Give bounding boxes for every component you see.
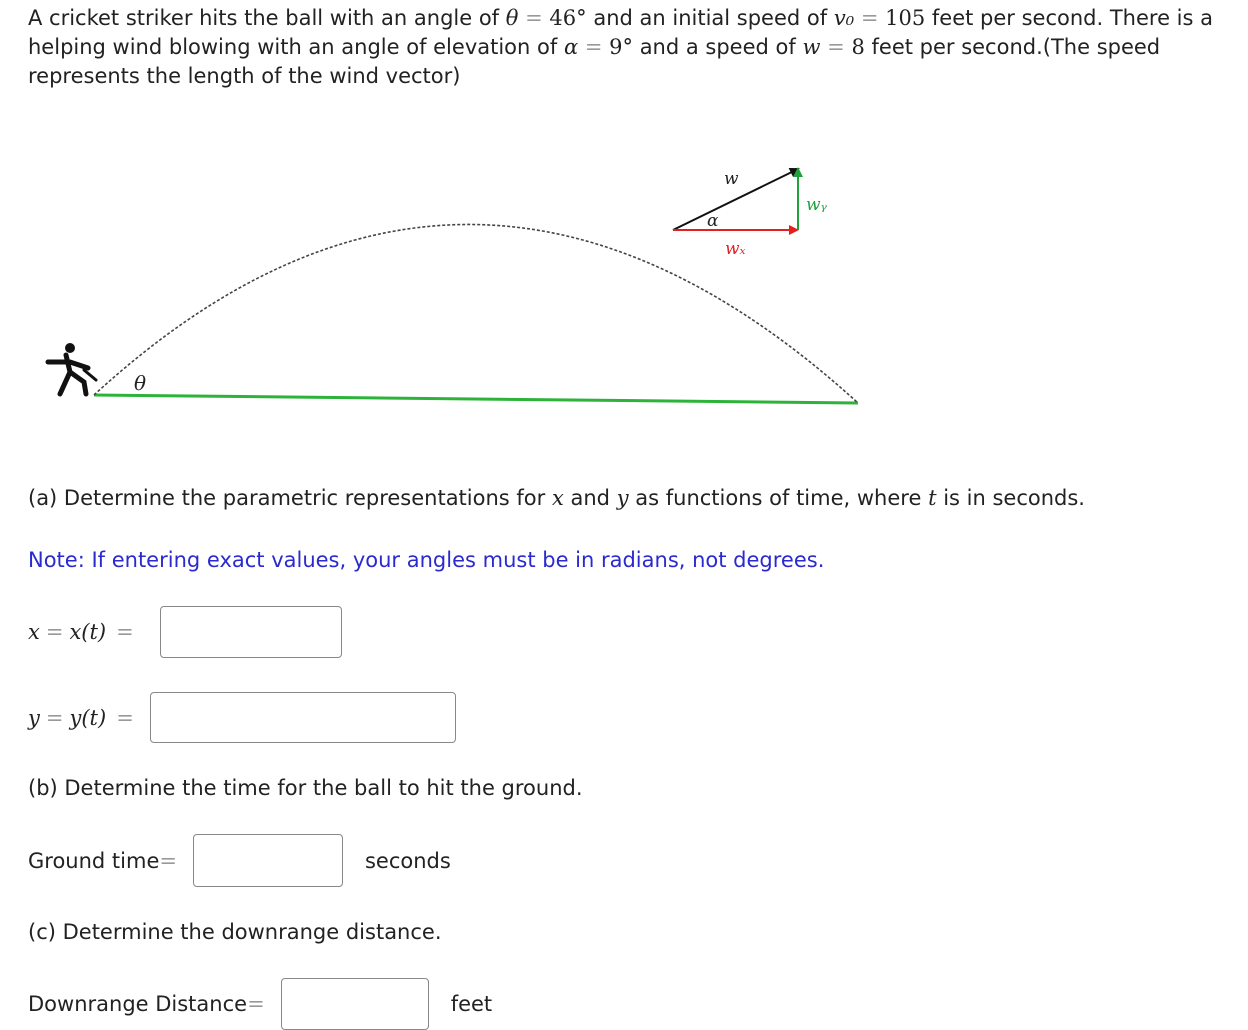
equals-sign: = [860,6,879,30]
part-a-text-2: as functions of time, where [635,486,922,510]
alpha-symbol: α [563,35,579,59]
problem-statement [28,4,1228,91]
alpha-value: 9° [609,35,633,59]
wind-vector-diagram [673,169,828,259]
v0-value: 105 [885,6,926,30]
downrange-row [28,978,492,1030]
x-eq-function: x(t) [69,620,107,644]
y-eq-lhs: y [28,705,40,730]
alpha-label: α [707,211,719,231]
w-label: w [724,169,739,189]
problem-text-1: A cricket striker hits the ball with an angle of [28,6,500,30]
t-symbol: t [928,486,937,510]
v0-symbol: v₀ [833,6,855,30]
x-eq-lhs: x [28,620,40,644]
ground-line [94,395,858,403]
y-symbol: y [616,486,629,510]
y-of-t-input[interactable] [150,692,456,743]
part-c-question: (c) Determine the downrange distance. [28,920,442,944]
downrange-input[interactable] [281,978,429,1030]
part-a-text-3: is in seconds. [943,486,1085,510]
theta-value: 46° [549,6,587,30]
downrange-label: Downrange Distance [28,992,248,1016]
x-eq-equals-2: = [116,620,134,644]
w-value: 8 [851,35,865,59]
x-eq-equals-1: = [45,620,64,644]
equals-sign: = [525,6,543,30]
y-eq-equals-1: = [45,705,64,730]
w-symbol: w [802,35,821,59]
ground-time-unit: seconds [364,848,451,873]
y-eq-equals-2: = [116,705,134,730]
part-a-question [28,486,1085,510]
trajectory-figure [0,150,1248,440]
wy-label: wᵧ [806,195,827,215]
x-equation-row [28,606,342,658]
ground-time-label: Ground time [28,848,160,873]
y-equation-row [28,692,456,743]
y-eq-function: y(t) [69,705,107,730]
part-b-question: (b) Determine the time for the ball to hit the ground. [28,776,583,800]
x-of-t-input[interactable] [160,606,342,658]
part-a-and: and [570,486,611,510]
downrange-unit: feet [450,992,493,1016]
problem-text-5: feet per second.(The speed represents the length of the wind vector) [28,35,1161,88]
theta-symbol: θ [505,6,519,30]
problem-text-4: and a speed of [639,35,796,59]
x-symbol: x [551,486,564,510]
theta-label: θ [134,371,147,395]
equals-sign: = [584,35,603,59]
downrange-equals: = [247,992,265,1016]
ground-time-equals: = [159,848,177,873]
problem-text-3: feet per second. There is a helping wind blowing with an angle of elevation of [28,6,1213,59]
batsman-icon [48,343,96,394]
wx-label: wₓ [725,239,746,259]
part-a-text-1: (a) Determine the parametric representations for [28,486,546,510]
equals-sign: = [827,35,845,59]
ground-time-input[interactable] [193,834,343,887]
problem-text-2: and an initial speed of [593,6,828,30]
ground-time-row [28,834,451,887]
radians-note: Note: If entering exact values, your angles must be in radians, not degrees. [28,548,825,572]
